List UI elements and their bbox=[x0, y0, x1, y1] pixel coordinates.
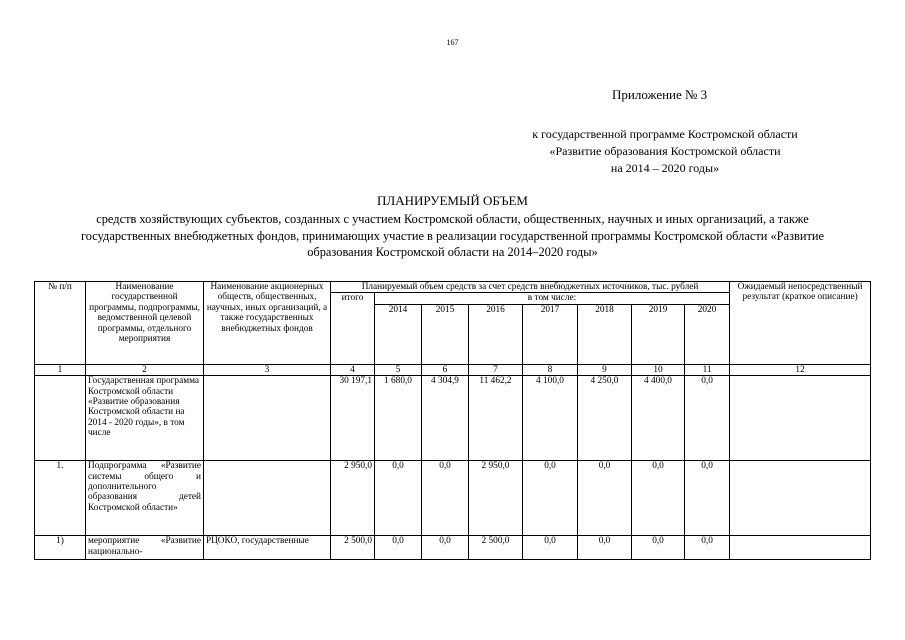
header-including: в том числе: bbox=[375, 293, 730, 304]
row-total: 2 950,0 bbox=[331, 461, 375, 536]
appendix-ref-line: на 2014 – 2020 годы» bbox=[610, 161, 720, 175]
row-program-name: мероприятие «Развитие национально- bbox=[86, 536, 204, 560]
row-year-value: 0,0 bbox=[422, 461, 469, 536]
row-organization bbox=[204, 376, 331, 461]
header-year: 2020 bbox=[685, 304, 730, 364]
header-year: 2014 bbox=[375, 304, 422, 364]
row-year-value: 0,0 bbox=[685, 376, 730, 461]
row-year-value: 0,0 bbox=[523, 461, 578, 536]
table-row bbox=[35, 376, 871, 461]
row-year-value: 11 462,2 bbox=[469, 376, 523, 461]
appendix-reference bbox=[430, 126, 900, 177]
row-num: 1) bbox=[35, 536, 86, 560]
header-program-name: Наименование государственной программы, подпрограммы, ведомственной целевой программы, отдельного мероприятия bbox=[86, 282, 204, 365]
column-number: 3 bbox=[204, 364, 331, 375]
header-year: 2015 bbox=[422, 304, 469, 364]
row-year-value: 0,0 bbox=[685, 461, 730, 536]
row-total: 2 500,0 bbox=[331, 536, 375, 560]
row-year-value: 4 250,0 bbox=[578, 376, 632, 461]
column-number: 8 bbox=[523, 364, 578, 375]
row-expected-result bbox=[730, 376, 871, 461]
column-number: 7 bbox=[469, 364, 523, 375]
row-year-value: 0,0 bbox=[578, 536, 632, 560]
row-year-value: 2 500,0 bbox=[469, 536, 523, 560]
row-year-value: 4 100,0 bbox=[523, 376, 578, 461]
header-planned-volume: Планируемый объем средств за счет средств внебюджетных источников, тыс. рублей bbox=[331, 282, 730, 293]
row-year-value: 0,0 bbox=[422, 536, 469, 560]
row-expected-result bbox=[730, 461, 871, 536]
row-year-value: 4 304,9 bbox=[422, 376, 469, 461]
row-num bbox=[35, 376, 86, 461]
appendix-ref-line: к государственной программе Костромской области bbox=[532, 127, 798, 141]
header-organization: Наименование акционерных обществ, общественных, научных, иных организаций, а также государственных внебюджетных фондов bbox=[204, 282, 331, 365]
row-year-value: 0,0 bbox=[632, 536, 685, 560]
row-year-value: 0,0 bbox=[523, 536, 578, 560]
row-year-value: 0,0 bbox=[375, 461, 422, 536]
column-number: 4 bbox=[331, 364, 375, 375]
header-expected-result: Ожидаемый непосредственный результат (краткое описание) bbox=[730, 282, 871, 365]
row-organization: РЦОКО, государственные bbox=[204, 536, 331, 560]
row-year-value: 0,0 bbox=[578, 461, 632, 536]
document-title: ПЛАНИРУЕМЫЙ ОБЪЕМ bbox=[377, 193, 528, 208]
column-number-row bbox=[35, 364, 871, 375]
row-year-value: 4 400,0 bbox=[632, 376, 685, 461]
column-number: 6 bbox=[422, 364, 469, 375]
row-year-value: 2 950,0 bbox=[469, 461, 523, 536]
row-organization bbox=[204, 461, 331, 536]
row-num: 1. bbox=[35, 461, 86, 536]
page-number: 167 bbox=[446, 38, 459, 47]
column-number: 5 bbox=[375, 364, 422, 375]
row-program-name: Подпрограмма «Развитие системы общего и дополнительного образования детей Костромской области» bbox=[86, 461, 204, 536]
row-year-value: 1 680,0 bbox=[375, 376, 422, 461]
column-number: 10 bbox=[632, 364, 685, 375]
row-year-value: 0,0 bbox=[632, 461, 685, 536]
row-expected-result bbox=[730, 536, 871, 560]
column-number: 2 bbox=[86, 364, 204, 375]
appendix-ref-line: «Развитие образования Костромской области bbox=[549, 144, 781, 158]
header-num: № п/п bbox=[35, 282, 86, 365]
column-number: 1 bbox=[35, 364, 86, 375]
table-row bbox=[35, 461, 871, 536]
header-year: 2016 bbox=[469, 304, 523, 364]
row-year-value: 0,0 bbox=[685, 536, 730, 560]
column-number: 11 bbox=[685, 364, 730, 375]
header-year: 2017 bbox=[523, 304, 578, 364]
appendix-title: Приложение № 3 bbox=[612, 87, 708, 102]
row-total: 30 197,1 bbox=[331, 376, 375, 461]
column-number: 9 bbox=[578, 364, 632, 375]
document-subtitle: средств хозяйствующих субъектов, созданных с участием Костромской области, общественных, научных и иных организаций, а также государственных внебюджетных фондов, принимающих участие в реализации государственной программы Костромской области «Развитие образования Костромской области на 2014–2020 годы» bbox=[81, 212, 824, 259]
header-year: 2019 bbox=[632, 304, 685, 364]
row-year-value: 0,0 bbox=[375, 536, 422, 560]
column-number: 12 bbox=[730, 364, 871, 375]
planned-funding-table bbox=[34, 281, 871, 560]
header-year: 2018 bbox=[578, 304, 632, 364]
header-total: итого bbox=[331, 293, 375, 364]
table-row bbox=[35, 536, 871, 560]
row-program-name: Государственная программа Костромской области «Развитие образования Костромской области на 2014 - 2020 годы», в том числе bbox=[86, 376, 204, 461]
